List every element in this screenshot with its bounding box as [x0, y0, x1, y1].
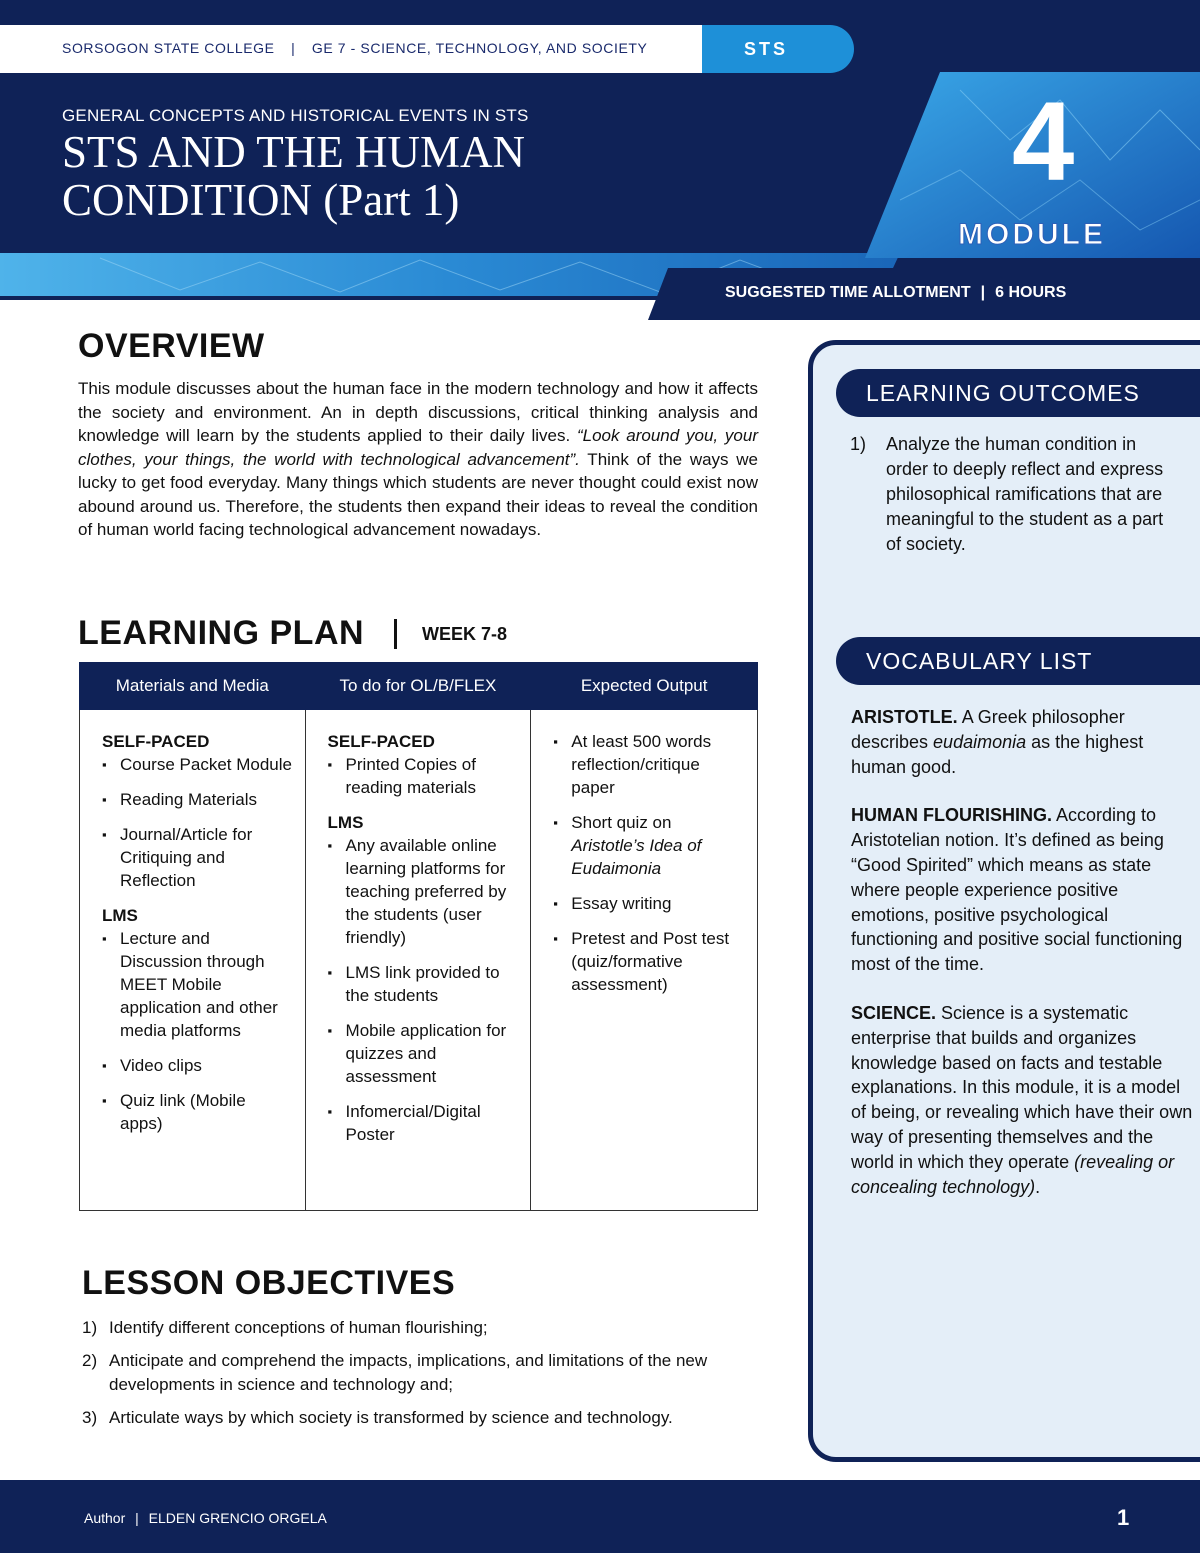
vocab-definition: According to Aristotelian notion. It’s defined as being “Good Spirited” which means as state where people experience positive emotions, positive psychological functioning and positive social functioning most of the time.: [851, 805, 1183, 975]
column-header-materials: Materials and Media: [80, 663, 306, 710]
materials-lms-label: LMS: [102, 906, 138, 925]
objective-text: Identify different conceptions of human flourishing;: [109, 1318, 488, 1337]
vocab-entry-aristotle: [851, 705, 1196, 779]
list-item: ▪ Lecture and Discussion through MEET Mobile application and other media platforms: [102, 927, 293, 1042]
allotment-value: 6 HOURS: [995, 284, 1067, 301]
course-name: GE 7 - SCIENCE, TECHNOLOGY, AND SOCIETY: [311, 40, 648, 56]
lesson-objectives-heading: LESSON OBJECTIVES: [82, 1264, 456, 1302]
allotment-label: SUGGESTED TIME ALLOTMENT: [725, 284, 971, 301]
vocab-term: ARISTOTLE.: [851, 707, 958, 727]
sts-tab: STS: [702, 25, 854, 73]
learning-outcomes-list: [850, 432, 1170, 557]
overview-quote: “Look around you, your clothes, your things, the world with technological advancement”.: [78, 426, 758, 469]
objective-number: 2): [82, 1351, 98, 1370]
header-course-line: SORSOGON STATE COLLEGE | GE 7 - SCIENCE, TECHNOLOGY, AND SOCIETY: [62, 40, 648, 56]
vocab-definition: A Greek philosopher describes: [851, 707, 1125, 752]
vocab-entry-science: [851, 1001, 1196, 1199]
output-cell: [531, 710, 758, 1211]
list-item: ▪ Essay writing: [553, 892, 745, 915]
overview-text-b: Think of the ways we lucky to get food everyday. Many things which students are never thought could exist now abound around us. Therefore, the students then expand their ideas to reveal the condition of human world facing technological advancement nowadays.: [78, 449, 758, 539]
todo-cell: [305, 710, 531, 1211]
output-quiz-topic: Aristotle’s Idea of Eudaimonia: [571, 836, 702, 878]
college-name: SORSOGON STATE COLLEGE: [62, 40, 275, 56]
author-name: ELDEN GRENCIO ORGELA: [148, 1510, 327, 1526]
vocab-term: SCIENCE.: [851, 1002, 937, 1023]
objective-text: Articulate ways by which society is transformed by science and technology.: [109, 1408, 673, 1427]
list-item: [82, 1316, 772, 1340]
module-title-line2: CONDITION (Part 1): [62, 175, 460, 225]
list-item: ▪ Pretest and Post test (quiz/formative assessment): [553, 927, 745, 996]
outcome-text: Analyze the human condition in order to deeply reflect and express philosophical ramifications that are meaningful to the student as a part of society.: [886, 434, 1164, 554]
vocab-definition: as the highest human good.: [851, 731, 1144, 777]
learning-plan-divider: [394, 619, 397, 649]
author-label: Author: [84, 1510, 126, 1526]
todo-self-paced-label: SELF-PACED: [327, 732, 435, 751]
materials-self-paced-label: SELF-PACED: [102, 732, 210, 751]
vocabulary-list: [851, 705, 1196, 1223]
list-item: ▪ At least 500 words reflection/critique paper: [553, 730, 745, 799]
objective-number: 1): [82, 1318, 98, 1337]
learning-outcomes-heading: LEARNING OUTCOMES: [836, 369, 1200, 417]
learning-plan-table: [79, 662, 758, 1211]
list-item: ▪ Video clips: [102, 1054, 293, 1077]
overview-paragraph: [78, 377, 758, 542]
overview-text-a: This module discusses about the human face in the modern technology and how it affects the society and environment. An in depth discussions, critical thinking analysis and knowledge will learn by the students applied to their daily lives.: [78, 379, 758, 445]
module-subtitle: GENERAL CONCEPTS AND HISTORICAL EVENTS IN STS: [62, 106, 529, 125]
module-title: [62, 128, 525, 224]
module-title-line1: STS AND THE HUMAN: [62, 127, 525, 177]
vocab-italic: eudaimonia: [933, 731, 1027, 752]
list-item: ▪ Reading Materials: [102, 788, 293, 811]
output-quiz-text: Short quiz on: [571, 813, 672, 832]
vocab-term: HUMAN FLOURISHING.: [851, 805, 1052, 826]
module-number: 4: [1012, 79, 1075, 204]
outcome-number: 1): [850, 434, 867, 454]
list-item: ▪ Mobile application for quizzes and assessment: [328, 1019, 519, 1088]
todo-lms-label: LMS: [327, 813, 364, 832]
objective-number: 3): [82, 1408, 98, 1427]
objective-text: Anticipate and comprehend the impacts, implications, and limitations of the new developments in science and technology and;: [109, 1351, 708, 1394]
vocab-entry-human-flourishing: [851, 803, 1196, 977]
author-separator: |: [135, 1510, 139, 1526]
column-header-todo: To do for OL/B/FLEX: [305, 663, 531, 710]
allotment-separator: |: [980, 284, 986, 301]
column-header-output: Expected Output: [531, 663, 758, 710]
page-number: 1: [1117, 1505, 1130, 1530]
list-item: ▪ LMS link provided to the students: [328, 961, 519, 1007]
learning-plan-heading: LEARNING PLAN: [78, 614, 365, 652]
list-item: ▪ Quiz link (Mobile apps): [102, 1089, 293, 1135]
module-label: MODULE: [958, 218, 1106, 251]
footer-author: [84, 1510, 327, 1526]
list-item: ▪ Infomercial/Digital Poster: [328, 1100, 519, 1146]
list-item: ▪ Printed Copies of reading materials: [328, 753, 519, 799]
list-item: [82, 1406, 772, 1430]
time-allotment: [725, 284, 1066, 302]
overview-heading: OVERVIEW: [78, 327, 265, 365]
materials-cell: [80, 710, 306, 1211]
vocab-definition: .: [1035, 1176, 1041, 1197]
list-item: ▪ Journal/Article for Critiquing and Reflection: [102, 823, 293, 892]
vocab-italic: (revealing or concealing technology): [851, 1151, 1175, 1197]
lesson-objectives-list: [82, 1316, 772, 1439]
learning-plan-week: WEEK 7-8: [422, 624, 508, 644]
vocab-definition: Science is a systematic enterprise that builds and organizes knowledge based on facts and testable explanations. In this module, it is a model of being, or revealing which have their own way of presenting themselves and the world in which they operate: [851, 1002, 1193, 1172]
list-item: ▪ Course Packet Module: [102, 753, 293, 776]
list-item: [82, 1349, 772, 1397]
list-item: [553, 811, 745, 880]
list-item: ▪ Any available online learning platforms for teaching preferred by the students (user friendly): [328, 834, 519, 949]
vocabulary-heading: VOCABULARY LIST: [836, 637, 1200, 685]
